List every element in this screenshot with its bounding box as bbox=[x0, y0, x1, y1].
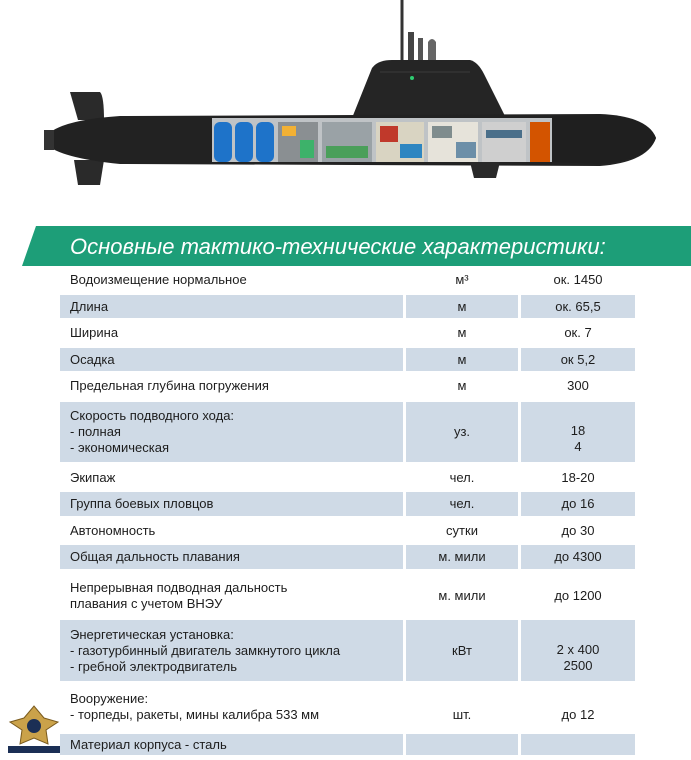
table-row bbox=[0, 734, 691, 755]
value-cell: ок. 7 bbox=[564, 325, 592, 340]
value-cell: до 30 bbox=[561, 523, 595, 538]
submarine-illustration bbox=[0, 0, 691, 222]
table-row bbox=[0, 620, 691, 681]
table-row bbox=[0, 545, 691, 569]
table-row bbox=[0, 492, 691, 516]
table-row bbox=[0, 268, 691, 292]
value-cell: до 4300 bbox=[521, 545, 635, 569]
value-cell: ок. 65,5 bbox=[521, 295, 635, 318]
unit-cell: м³ bbox=[455, 272, 469, 287]
table-row bbox=[0, 348, 691, 371]
upper-rudder bbox=[70, 92, 104, 120]
unit-cell: м. мили bbox=[406, 545, 518, 569]
unit-cell bbox=[406, 734, 518, 755]
table-row bbox=[0, 684, 691, 730]
table-row bbox=[0, 574, 691, 618]
forum-logo bbox=[2, 700, 66, 755]
value-cell: до 1200 bbox=[554, 588, 602, 603]
param-cell: Группа боевых пловцов bbox=[60, 492, 403, 516]
param-cell: Длина bbox=[60, 295, 403, 318]
value-cell: до 16 bbox=[521, 492, 635, 516]
unit-cell: кВт bbox=[406, 620, 518, 681]
value-cell: до 12 bbox=[561, 707, 595, 722]
lower-rudder bbox=[74, 160, 104, 185]
propeller bbox=[44, 130, 54, 150]
param-cell: Энергетическая установка: - газотурбинный двигатель замкнутого цикла - гребной электродвигатель bbox=[60, 620, 403, 681]
banner-title: Основные тактико-технические характеристики: bbox=[70, 234, 606, 259]
unit-cell: м bbox=[406, 295, 518, 318]
param-cell: Осадка bbox=[60, 348, 403, 371]
unit-cell: уз. bbox=[406, 402, 518, 462]
table-row bbox=[0, 295, 691, 318]
table-row bbox=[0, 519, 691, 543]
unit-cell: м bbox=[457, 325, 467, 340]
table-row bbox=[0, 374, 691, 398]
param-cell: Общая дальность плавания bbox=[60, 545, 403, 569]
unit-cell: м bbox=[406, 348, 518, 371]
param-cell: Ширина bbox=[70, 325, 119, 340]
value-cell: 2 х 400 2500 bbox=[521, 620, 635, 681]
specifications-table bbox=[0, 268, 691, 755]
unit-cell: м. мили bbox=[438, 588, 486, 603]
unit-cell: м bbox=[457, 378, 467, 393]
param-cell: Непрерывная подводная дальность плавания с учетом ВНЭУ bbox=[70, 580, 288, 611]
value-cell: ок. 1450 bbox=[553, 272, 603, 287]
param-cell: Скорость подводного хода: - полная - экономическая bbox=[60, 402, 403, 462]
value-cell: 18-20 bbox=[561, 470, 595, 485]
unit-cell: сутки bbox=[446, 523, 478, 538]
param-cell: Автономность bbox=[70, 523, 156, 538]
param-cell: Вооружение: - торпеды, ракеты, мины калибра 533 мм bbox=[70, 691, 320, 722]
conning-tower bbox=[352, 60, 506, 118]
value-cell: ок 5,2 bbox=[521, 348, 635, 371]
param-cell: Материал корпуса - сталь bbox=[60, 734, 403, 755]
table-row bbox=[0, 321, 691, 345]
param-cell: Предельная глубина погружения bbox=[70, 378, 269, 393]
value-cell: 18 4 bbox=[521, 402, 635, 462]
unit-cell: шт. bbox=[452, 707, 472, 722]
table-row bbox=[0, 466, 691, 490]
value-cell: 300 bbox=[567, 378, 589, 393]
value-cell bbox=[521, 734, 635, 755]
unit-cell: чел. bbox=[449, 470, 475, 485]
param-cell: Водоизмещение нормальное bbox=[70, 272, 247, 287]
table-row bbox=[0, 402, 691, 462]
unit-cell: чел. bbox=[406, 492, 518, 516]
param-cell: Экипаж bbox=[70, 470, 116, 485]
